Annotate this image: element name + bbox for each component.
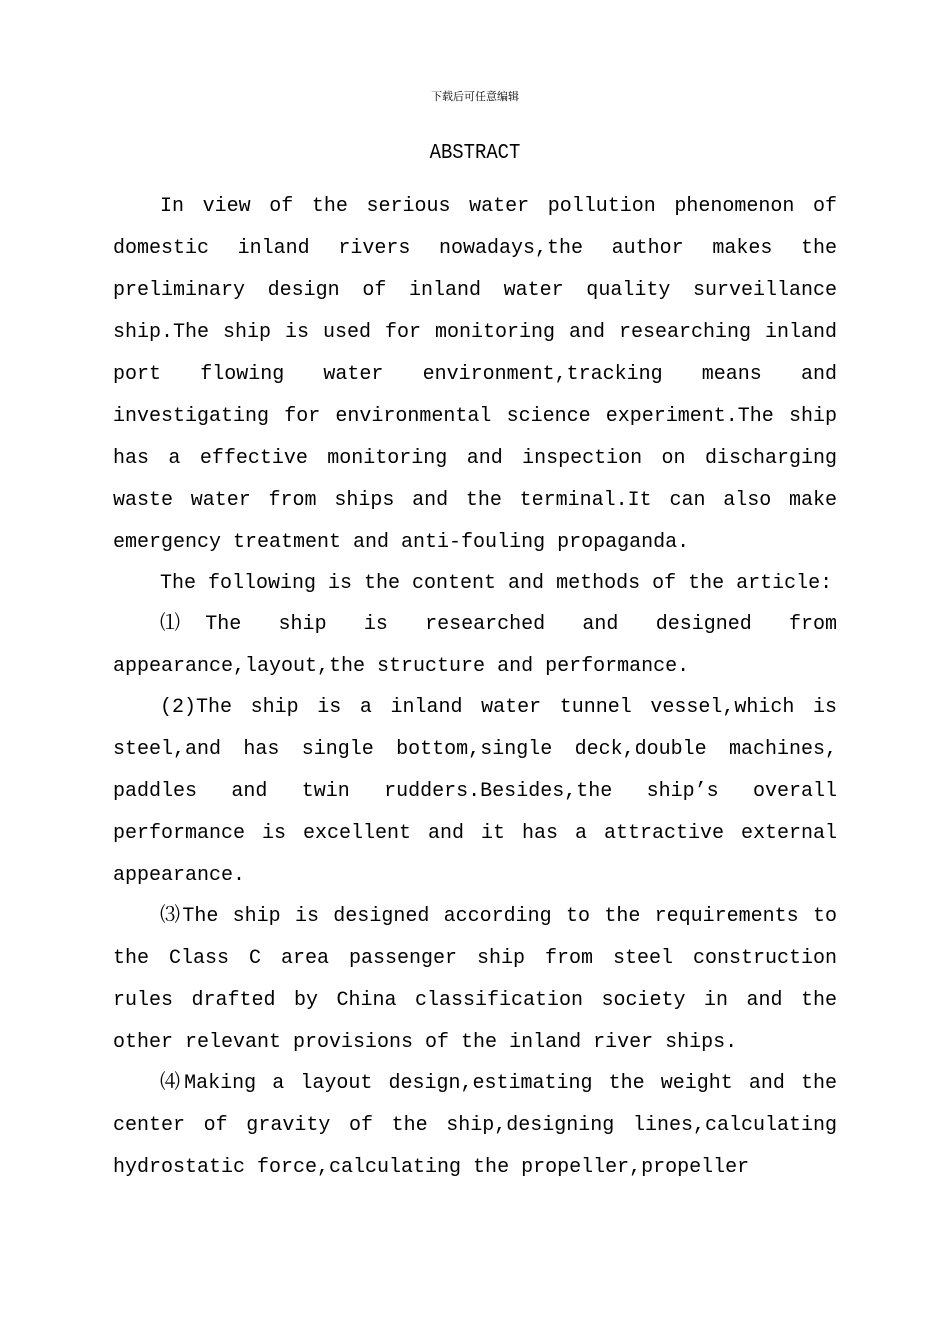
- abstract-body: [113, 186, 837, 1189]
- paragraph-summary: In view of the serious water pollution phenomenon of domestic inland rivers nowadays,the author makes the preliminary design of inland water quality surveillance ship.The ship is used for monitoring and researching inland port flowing water environment,tracking means and investigating for environmental science experiment.The ship has a effective monitoring and inspection on discharging waste water from ships and the terminal.It can also make emergency treatment and anti-fouling propaganda.: [113, 195, 837, 554]
- header-note: 下载后可任意编辑: [431, 90, 519, 103]
- paragraph-intro: The following is the content and methods of the article:: [160, 572, 833, 595]
- paragraph-item-1: ⑴The ship is researched and designed from appearance,layout,the structure and performance.: [113, 613, 837, 678]
- abstract-title: ABSTRACT: [429, 142, 521, 165]
- paragraph-item-3: ⑶The ship is designed according to the requirements to the Class C area passenger ship from steel construction rules drafted by China classification society in and the other relevant provisions of the inland river ships.: [113, 905, 837, 1054]
- paragraph-item-2: (2)The ship is a inland water tunnel vessel,which is steel,and has single bottom,single deck,double machines, paddles and twin rudders.Besides,the ship’s overall performance is excellent and it has a attractive external appearance.: [113, 696, 837, 887]
- paragraph-item-4: ⑷Making a layout design,estimating the weight and the center of gravity of the ship,designing lines,calculating hydrostatic force,calculating the propeller,propeller: [113, 1072, 837, 1179]
